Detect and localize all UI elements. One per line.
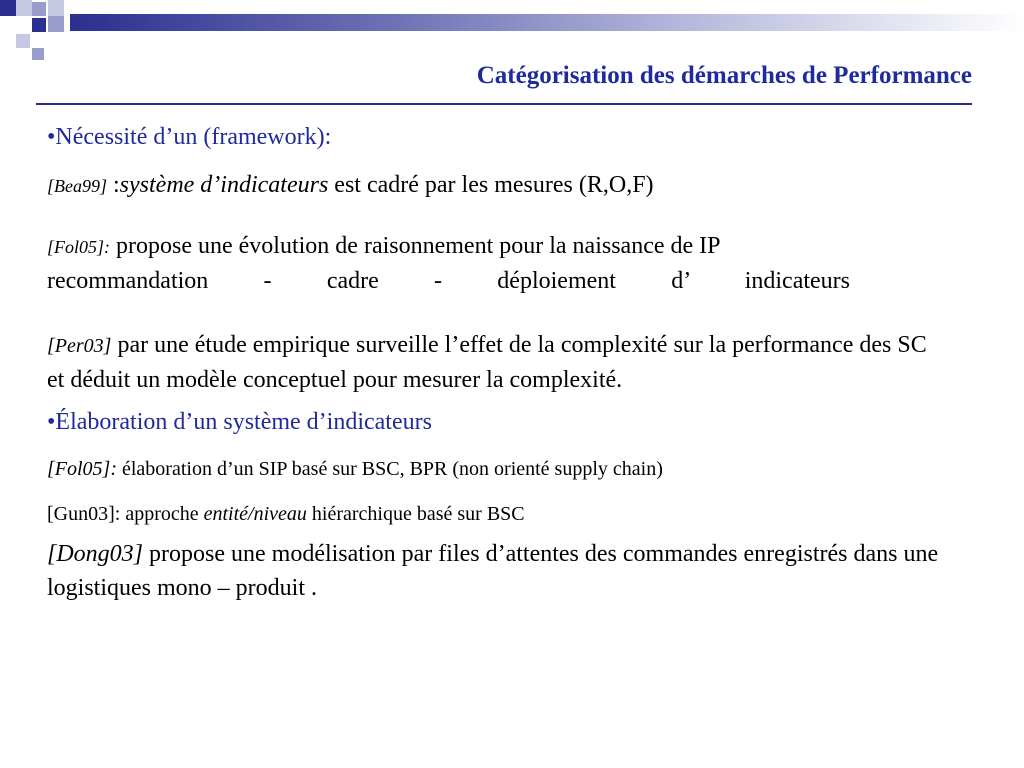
paragraph-fol05-b [47,454,947,484]
paragraph-bea99 [47,168,947,203]
paragraph-text-line: recommandation - cadre - déploiement d’ indicateurs [47,268,850,294]
paragraph-dong03 [47,537,947,605]
paragraph-fol05-a [47,229,947,298]
paragraph-gun03 [47,499,947,529]
deco-square [48,16,64,32]
bullet-elaboration: •Élaboration d’un système d’indicateurs [47,409,432,435]
deco-square [16,34,30,48]
term-systeme-indicateurs: système d’indicateurs [119,172,329,198]
deco-square [32,2,46,16]
paragraph-text: [Gun03]: approche [47,503,204,525]
paragraph-text: par une étude empirique surveille l’effet de la complexité sur la performance des SC et déduit un modèle conceptuel pour mesurer la complexité. [47,332,927,393]
reference-fol05: [Fol05]: [47,458,117,480]
deco-square [16,0,32,16]
term-entite-niveau: entité/niveau [203,503,307,525]
paragraph-text: propose une modélisation par files d’attentes des commandes enregistrés dans une logistiques mono – produit . [47,541,939,601]
reference-fol05: [Fol05]: [47,237,110,257]
deco-square [32,18,46,32]
title-underline [36,103,972,105]
paragraph-text: est cadré par les mesures (R,O,F) [328,172,654,198]
deco-square [32,48,44,60]
deco-square [0,0,16,16]
deco-square [48,0,64,16]
paragraph-per03 [47,328,947,397]
header-decoration [0,0,1024,66]
paragraph-text: élaboration d’un SIP basé sur BSC, BPR (non orienté supply chain) [117,458,663,480]
paragraph-text: propose une évolution de raisonnement pour la naissance de IP [110,233,721,259]
bullet-framework: •Nécessité d’un (framework): [47,124,332,150]
header-gradient-band [70,14,1024,31]
paragraph-text: hiérarchique basé sur BSC [306,503,525,525]
reference-dong03: [Dong03] [47,541,144,567]
slide-body [47,122,947,605]
deco-square [16,16,32,32]
reference-bea99: [Bea99] [47,176,107,196]
colon-text: : [107,172,120,198]
reference-per03: [Per03] [47,335,112,357]
slide-title: Catégorisation des démarches de Performance [476,62,972,89]
